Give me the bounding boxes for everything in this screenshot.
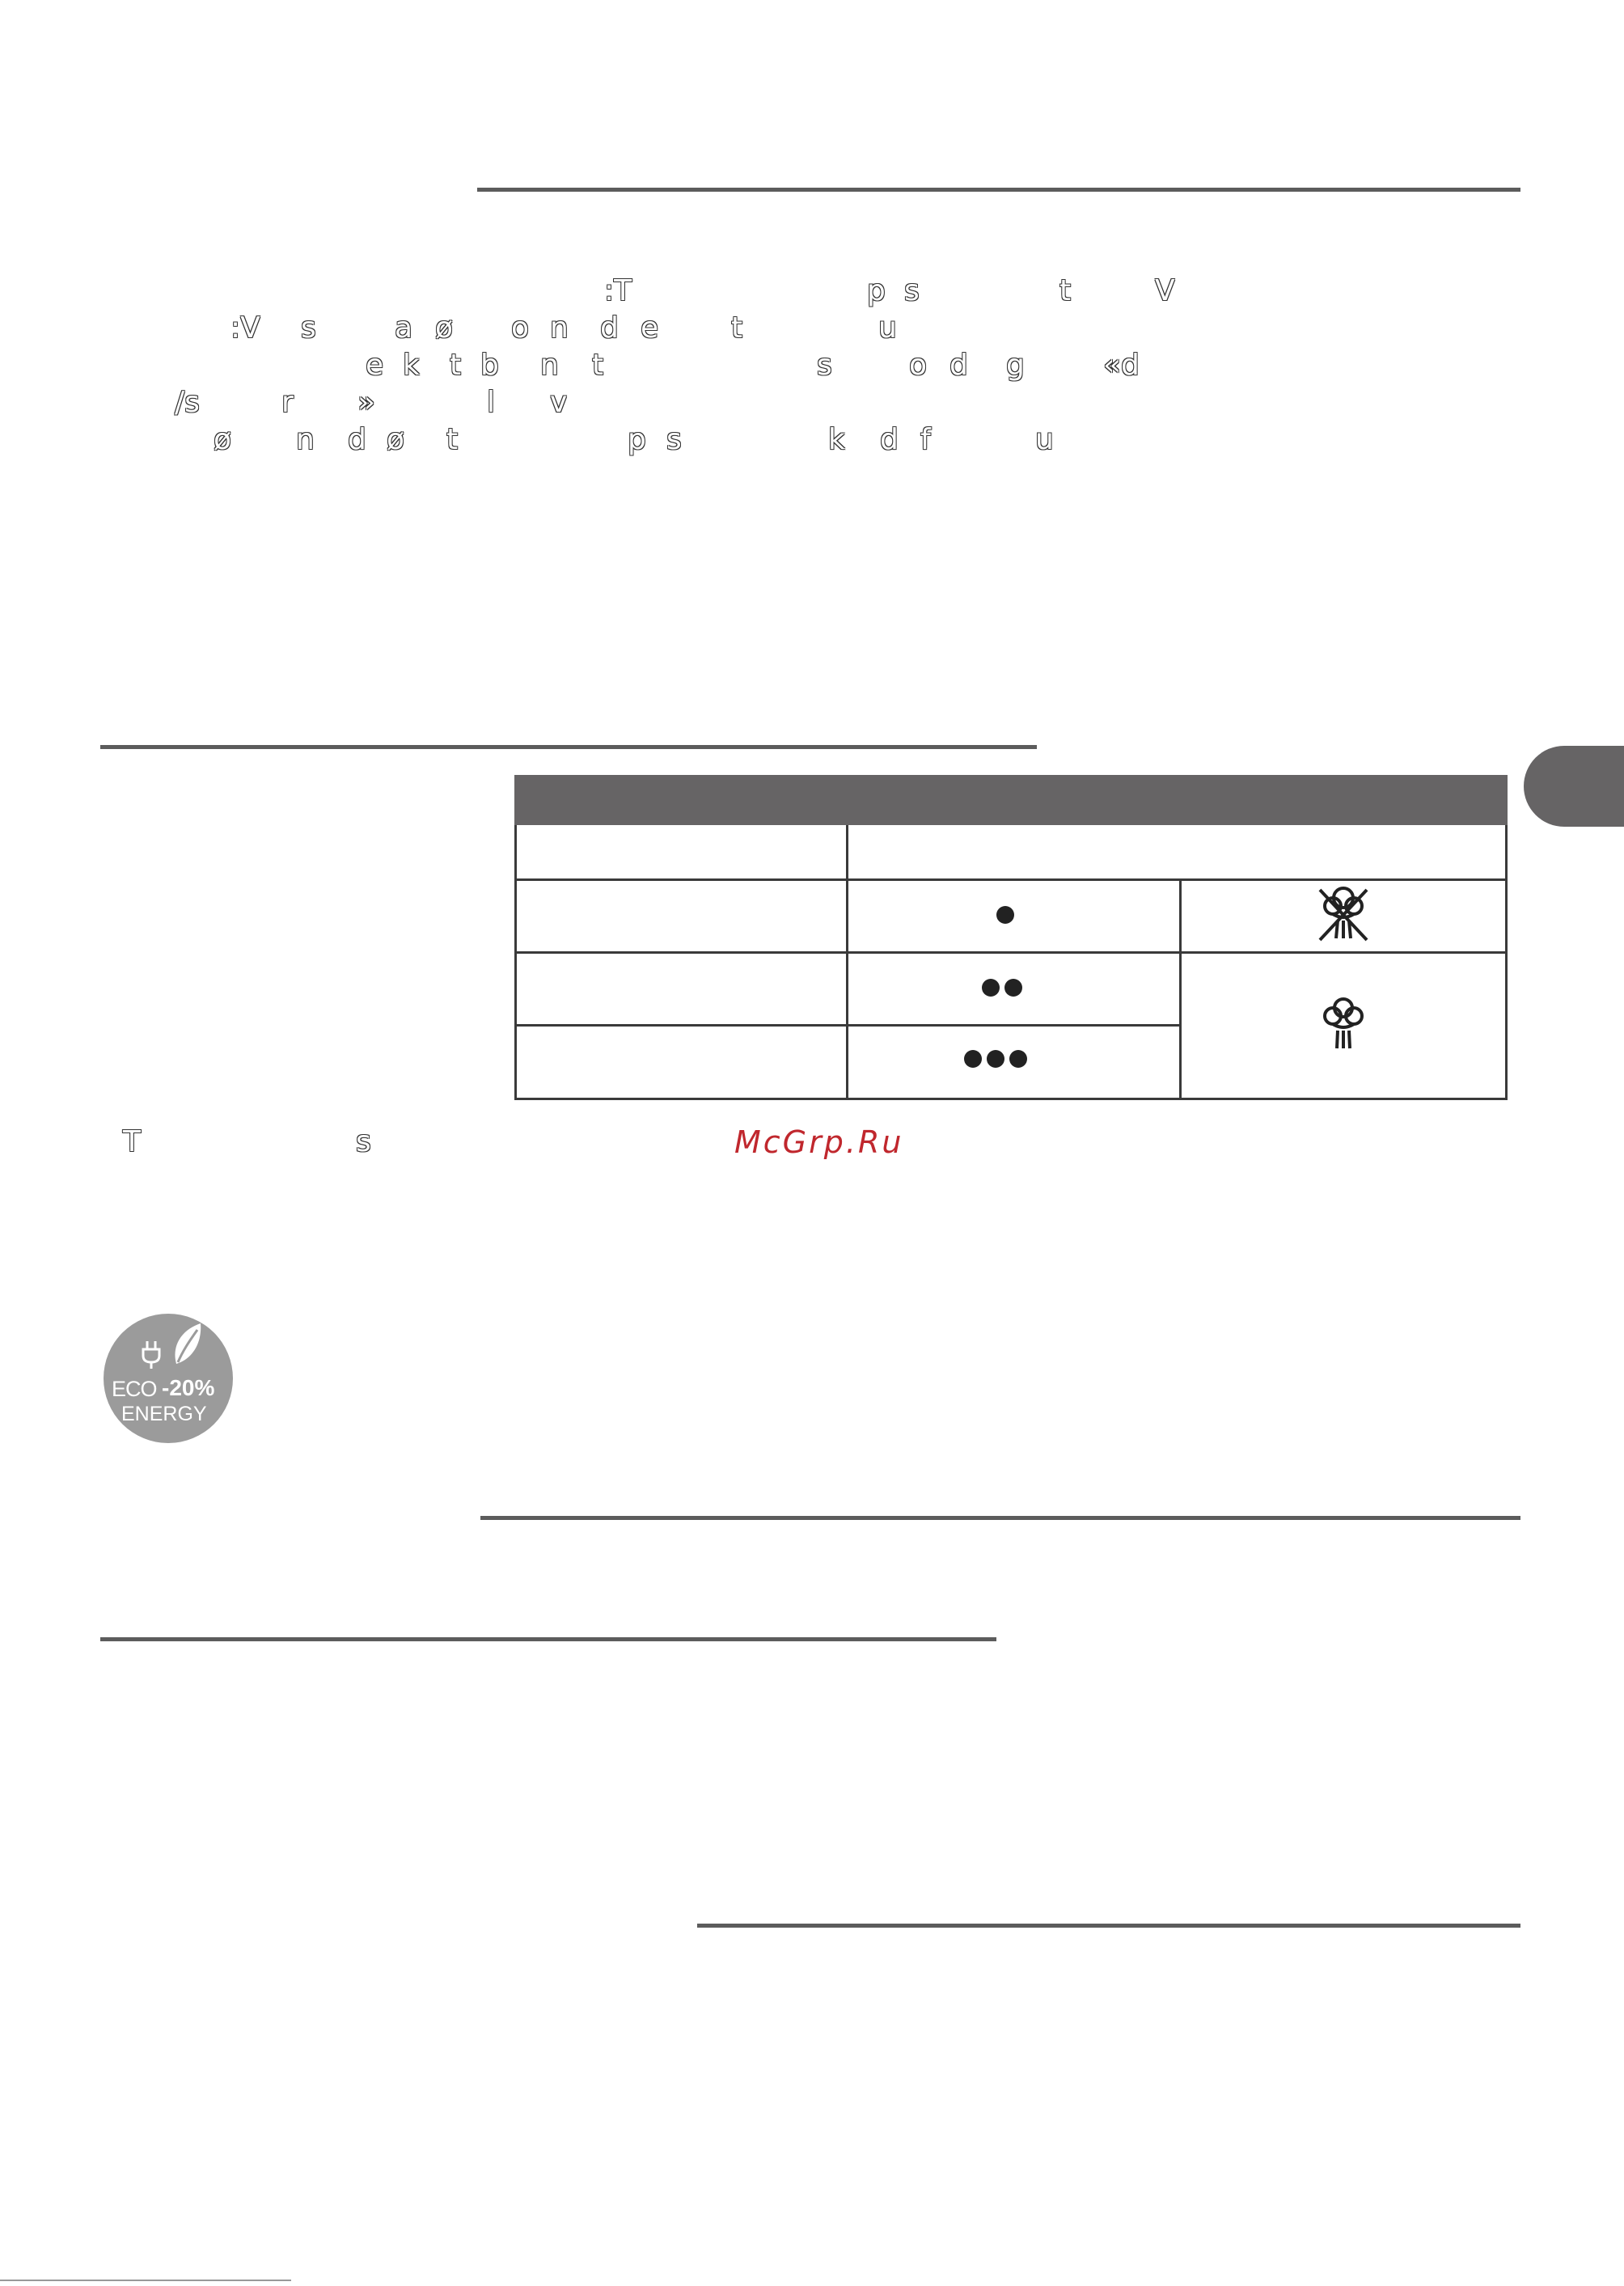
text-fragment: n (550, 311, 569, 345)
table-row-divider (514, 878, 1508, 881)
chapter-tab-marker (1524, 746, 1624, 827)
text-fragment: s (817, 349, 832, 382)
text-fragment: n (540, 349, 559, 382)
text-fragment: t (450, 349, 462, 382)
no-steam-icon (1315, 885, 1372, 945)
text-fragment: t (446, 423, 459, 456)
text-fragment: n (296, 423, 315, 456)
text-fragment: u (878, 311, 897, 345)
text-fragment: o (909, 349, 928, 382)
text-fragment: «d (1103, 349, 1140, 382)
table-col-divider (1179, 878, 1182, 1100)
text-fragment: t (1059, 274, 1072, 307)
section-rule-top (477, 188, 1520, 192)
level-dot (1004, 979, 1022, 997)
text-fragment: p (867, 274, 886, 307)
text-fragment: o (511, 311, 530, 345)
text-fragment: e (641, 311, 659, 345)
text-fragment: k (828, 423, 845, 456)
section-rule-lower (100, 1637, 996, 1641)
text-fragment: » (357, 386, 376, 419)
text-fragment: s (666, 423, 682, 456)
text-fragment: t (592, 349, 604, 382)
text-fragment: s (356, 1125, 371, 1158)
text-fragment: d (600, 311, 619, 345)
table-border (1505, 825, 1508, 1100)
text-fragment: k (403, 349, 420, 382)
text-fragment: d (348, 423, 366, 456)
table-col-divider (846, 825, 848, 1100)
text-fragment: :T (604, 274, 632, 307)
watermark-text: McGrp.Ru (734, 1124, 904, 1160)
text-fragment: e (366, 349, 384, 382)
text-fragment: v (550, 386, 568, 419)
eco-percent: -20% (162, 1375, 215, 1400)
table-border (514, 825, 517, 1100)
level-dot (964, 1050, 982, 1068)
table-border (514, 1098, 1508, 1100)
eco-energy-badge (104, 1314, 233, 1443)
text-fragment: ø (435, 311, 454, 345)
text-fragment: d (949, 349, 968, 382)
text-fragment: a (395, 311, 413, 345)
text-fragment: d (880, 423, 899, 456)
level-dot (996, 906, 1014, 924)
eco-energy-label: ENERGY (121, 1403, 207, 1425)
level-dot (1009, 1050, 1027, 1068)
section-rule-eco (480, 1516, 1520, 1520)
level-dot (982, 979, 1000, 997)
text-fragment: /s (175, 386, 200, 419)
text-fragment: t (731, 311, 743, 345)
section-rule-table (100, 745, 1037, 749)
section-rule-bottom (697, 1924, 1520, 1928)
text-fragment: ø (387, 423, 405, 456)
text-fragment: f (920, 423, 931, 456)
text-fragment: T (123, 1125, 141, 1158)
table-row-divider (514, 951, 1508, 954)
steam-level-indicator-2 (982, 979, 1022, 997)
footer-rule (0, 2280, 291, 2281)
steam-settings-table (514, 775, 1508, 1100)
text-fragment: s (301, 311, 316, 345)
steam-icon (1317, 997, 1370, 1053)
text-fragment: V (1155, 274, 1175, 307)
text-fragment: r (281, 386, 294, 419)
text-fragment: g (1006, 349, 1025, 382)
steam-level-indicator-1 (996, 906, 1014, 924)
text-fragment: s (904, 274, 920, 307)
text-fragment: u (1035, 423, 1054, 456)
text-fragment: p (628, 423, 646, 456)
text-fragment: b (480, 349, 499, 382)
text-fragment: ø (214, 423, 232, 456)
steam-level-indicator-3 (964, 1050, 1027, 1068)
plug-leaf-icon (133, 1319, 205, 1375)
eco-label: ECO (112, 1377, 157, 1401)
table-header-bar (514, 775, 1508, 825)
level-dot (987, 1050, 1004, 1068)
text-fragment: :V (230, 311, 260, 345)
text-fragment: l (487, 386, 496, 419)
